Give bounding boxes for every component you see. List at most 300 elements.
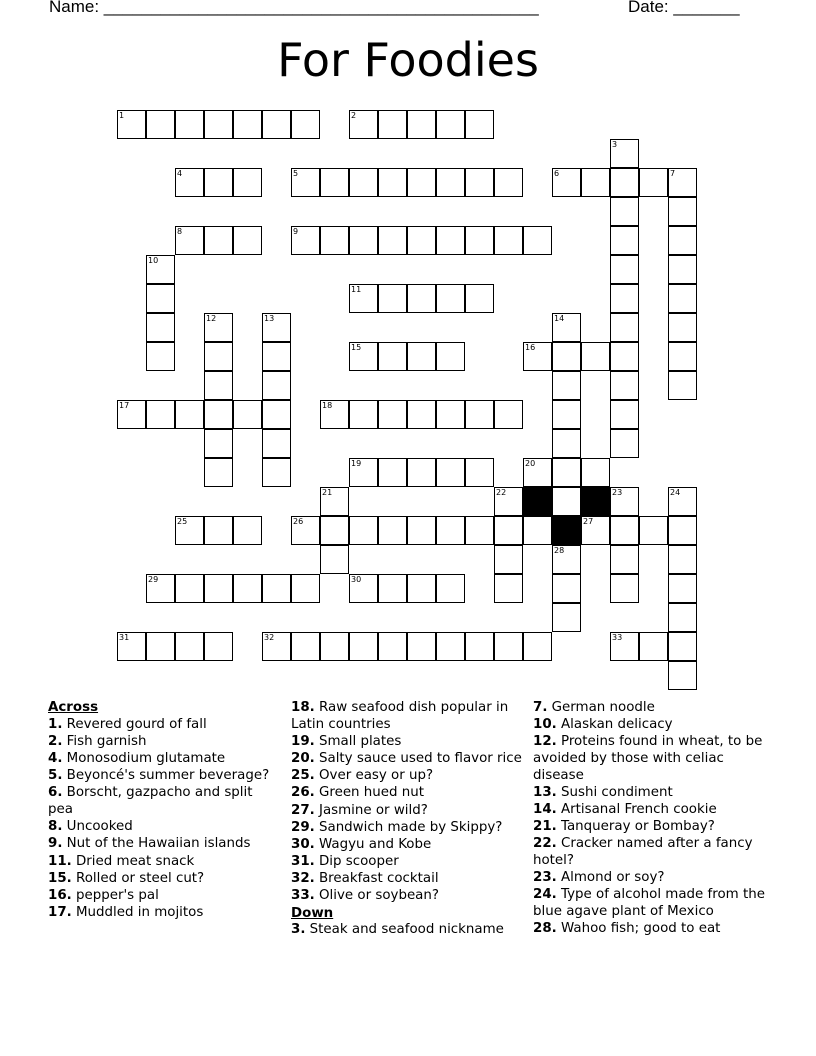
cell-number: 12 xyxy=(206,314,217,323)
grid-cell[interactable] xyxy=(610,168,639,197)
grid-cell[interactable] xyxy=(146,574,175,603)
grid-cell[interactable] xyxy=(610,226,639,255)
across-heading: Across xyxy=(48,700,99,715)
grid-cell[interactable] xyxy=(349,168,378,197)
clue-text: Breakfast cocktail xyxy=(314,871,439,887)
cell-number: 10 xyxy=(148,256,159,265)
grid-cell[interactable] xyxy=(668,516,697,545)
clue-number: 1. xyxy=(48,716,63,732)
grid-cell[interactable] xyxy=(262,110,291,139)
clue-item xyxy=(48,888,278,905)
grid-cell[interactable] xyxy=(262,400,291,429)
clue-text: Sushi condiment xyxy=(556,784,673,800)
grid-cell[interactable] xyxy=(204,516,233,545)
grid-cell[interactable] xyxy=(146,284,175,313)
grid-cell[interactable] xyxy=(552,342,581,371)
grid-cell[interactable] xyxy=(146,255,175,284)
clue-text: Over easy or up? xyxy=(314,768,434,784)
grid-cell[interactable] xyxy=(262,371,291,400)
clue-item xyxy=(48,734,278,751)
grid-cell[interactable] xyxy=(436,284,465,313)
grid-cell[interactable] xyxy=(349,574,378,603)
down-heading: Down xyxy=(291,905,334,921)
grid-cell[interactable] xyxy=(494,574,523,603)
cell-number: 9 xyxy=(293,227,299,236)
grid-cell[interactable] xyxy=(378,400,407,429)
down-clue-list xyxy=(291,922,523,939)
across-clue-list-continued xyxy=(291,700,523,905)
grid-cell[interactable] xyxy=(407,458,436,487)
grid-cell[interactable] xyxy=(494,168,523,197)
grid-cell[interactable] xyxy=(581,516,610,545)
grid-cell[interactable] xyxy=(523,226,552,255)
clue-number: 20. xyxy=(291,750,315,766)
clue-item xyxy=(48,819,278,836)
grid-cell[interactable] xyxy=(610,342,639,371)
clue-text: Alaskan delicacy xyxy=(556,717,673,733)
grid-cell[interactable] xyxy=(349,632,378,661)
cell-number: 3 xyxy=(612,140,618,149)
clue-item xyxy=(291,888,523,905)
grid-cell[interactable] xyxy=(668,487,697,516)
grid-cell[interactable] xyxy=(204,226,233,255)
clue-number: 29. xyxy=(291,819,315,835)
cell-number: 4 xyxy=(177,169,183,178)
clue-item xyxy=(291,734,523,751)
grid-cell[interactable] xyxy=(552,487,581,516)
grid-cell[interactable] xyxy=(552,458,581,487)
page-title: For Foodies xyxy=(277,33,539,87)
grid-cell[interactable] xyxy=(204,400,233,429)
grid-cell[interactable] xyxy=(291,226,320,255)
grid-cell[interactable] xyxy=(610,400,639,429)
cell-number: 5 xyxy=(293,169,299,178)
cell-number: 32 xyxy=(264,633,275,642)
grid-cell[interactable] xyxy=(320,487,349,516)
clue-number: 3. xyxy=(291,922,306,938)
clue-text: Dried meat snack xyxy=(71,853,195,869)
clue-text: Cracker named after a fancy hotel? xyxy=(533,836,753,868)
grid-cell[interactable] xyxy=(610,139,639,168)
grid-cell[interactable] xyxy=(349,226,378,255)
grid-cell[interactable] xyxy=(262,342,291,371)
grid-cell[interactable] xyxy=(668,603,697,632)
grid-cell[interactable] xyxy=(668,313,697,342)
clue-item xyxy=(48,836,278,853)
grid-cell[interactable] xyxy=(233,400,262,429)
grid-cell[interactable] xyxy=(465,516,494,545)
clue-text: Fish garnish xyxy=(62,733,147,749)
clue-text: German noodle xyxy=(547,700,655,715)
clue-text: Green hued nut xyxy=(314,785,424,801)
grid-cell[interactable] xyxy=(668,545,697,574)
grid-cell[interactable] xyxy=(639,632,668,661)
grid-cell[interactable] xyxy=(610,371,639,400)
clue-number: 13. xyxy=(533,784,557,800)
grid-cell[interactable] xyxy=(436,458,465,487)
grid-cell[interactable] xyxy=(291,574,320,603)
cell-number: 13 xyxy=(264,314,275,323)
clue-item xyxy=(48,905,278,922)
grid-cell[interactable] xyxy=(320,168,349,197)
clue-number: 4. xyxy=(48,750,63,766)
cell-number: 6 xyxy=(554,169,560,178)
grid-cell[interactable] xyxy=(146,313,175,342)
grid-cell[interactable] xyxy=(146,110,175,139)
grid-cell[interactable] xyxy=(262,458,291,487)
clue-item xyxy=(291,803,523,820)
clue-number: 32. xyxy=(291,871,315,887)
clue-item xyxy=(533,836,773,869)
grid-cell[interactable] xyxy=(378,458,407,487)
grid-cell[interactable] xyxy=(175,632,204,661)
clue-number: 6. xyxy=(48,785,63,801)
grid-cell[interactable] xyxy=(494,632,523,661)
clue-item xyxy=(533,734,773,784)
grid-cell[interactable] xyxy=(146,632,175,661)
grid-cell[interactable] xyxy=(204,110,233,139)
clue-text: Tanqueray or Bombay? xyxy=(556,819,715,835)
clue-number: 21. xyxy=(533,819,557,835)
grid-cell[interactable] xyxy=(175,110,204,139)
grid-cell[interactable] xyxy=(407,632,436,661)
clue-number: 27. xyxy=(291,802,315,818)
clue-item xyxy=(48,768,278,785)
cell-number: 28 xyxy=(554,546,565,555)
clue-item xyxy=(533,887,773,920)
grid-cell[interactable] xyxy=(262,574,291,603)
grid-cell[interactable] xyxy=(175,226,204,255)
grid-cell[interactable] xyxy=(117,632,146,661)
grid-cell[interactable] xyxy=(378,632,407,661)
date-field[interactable]: Date: _______ xyxy=(628,0,740,16)
grid-cell[interactable] xyxy=(204,168,233,197)
grid-cell[interactable] xyxy=(204,371,233,400)
grid-cell[interactable] xyxy=(291,632,320,661)
grid-cell[interactable] xyxy=(436,226,465,255)
grid-cell[interactable] xyxy=(175,516,204,545)
grid-cell[interactable] xyxy=(494,487,523,516)
grid-cell[interactable] xyxy=(610,255,639,284)
clue-item xyxy=(291,700,523,733)
cell-number: 1 xyxy=(119,111,125,120)
name-field[interactable]: Name: ______________________________________________ xyxy=(49,0,539,16)
cell-number: 2 xyxy=(351,111,357,120)
grid-cell[interactable] xyxy=(668,574,697,603)
grid-cell[interactable] xyxy=(668,342,697,371)
black-square xyxy=(581,487,610,516)
cell-number: 8 xyxy=(177,227,183,236)
clue-text: Proteins found in wheat, to be avoided by those with celiac disease xyxy=(533,734,763,783)
clue-text: Monosodium glutamate xyxy=(62,750,226,766)
clue-text: Salty sauce used to flavor rice xyxy=(314,750,522,766)
clue-item xyxy=(291,837,523,854)
clue-item xyxy=(291,768,523,785)
cell-number: 27 xyxy=(583,517,594,526)
grid-cell[interactable] xyxy=(349,110,378,139)
grid-cell[interactable] xyxy=(581,458,610,487)
grid-cell[interactable] xyxy=(668,255,697,284)
clue-text: Dip scooper xyxy=(314,854,399,870)
cell-number: 14 xyxy=(554,314,565,323)
grid-cell[interactable] xyxy=(465,458,494,487)
clue-number: 19. xyxy=(291,733,315,749)
clue-item xyxy=(291,854,523,871)
cell-number: 15 xyxy=(351,343,362,352)
clue-number: 12. xyxy=(533,734,557,750)
clue-text: Wagyu and Kobe xyxy=(314,836,432,852)
clue-number: 17. xyxy=(48,905,72,921)
grid-cell[interactable] xyxy=(233,110,262,139)
grid-cell[interactable] xyxy=(494,545,523,574)
cell-number: 33 xyxy=(612,633,623,642)
grid-cell[interactable] xyxy=(465,284,494,313)
clue-text: Olive or soybean? xyxy=(314,888,439,904)
grid-cell[interactable] xyxy=(610,574,639,603)
grid-cell[interactable] xyxy=(291,110,320,139)
grid-cell[interactable] xyxy=(465,168,494,197)
grid-cell[interactable] xyxy=(262,632,291,661)
grid-cell[interactable] xyxy=(175,574,204,603)
grid-cell[interactable] xyxy=(436,168,465,197)
cell-number: 30 xyxy=(351,575,362,584)
clue-text: pepper's pal xyxy=(71,887,159,903)
grid-cell[interactable] xyxy=(378,342,407,371)
clue-text: Jasmine or wild? xyxy=(314,802,428,818)
grid-cell[interactable] xyxy=(436,400,465,429)
grid-cell[interactable] xyxy=(117,110,146,139)
clue-item xyxy=(533,785,773,802)
clue-number: 31. xyxy=(291,854,315,870)
grid-cell[interactable] xyxy=(436,574,465,603)
grid-cell[interactable] xyxy=(320,545,349,574)
grid-cell[interactable] xyxy=(407,110,436,139)
grid-cell[interactable] xyxy=(407,168,436,197)
grid-cell[interactable] xyxy=(668,632,697,661)
clue-text: Wahoo fish; good to eat xyxy=(556,921,721,937)
grid-cell[interactable] xyxy=(552,574,581,603)
black-square xyxy=(523,487,552,516)
clue-number: 33. xyxy=(291,888,315,904)
grid-cell[interactable] xyxy=(668,197,697,226)
clue-number: 9. xyxy=(48,836,63,852)
grid-cell[interactable] xyxy=(378,516,407,545)
grid-cell[interactable] xyxy=(204,313,233,342)
clue-number: 2. xyxy=(48,733,63,749)
grid-cell[interactable] xyxy=(523,342,552,371)
clue-text: Beyoncé's summer beverage? xyxy=(62,768,270,784)
clue-column-1 xyxy=(48,700,278,922)
cell-number: 7 xyxy=(670,169,676,178)
grid-cell[interactable] xyxy=(378,226,407,255)
clue-item xyxy=(533,921,773,938)
clue-number: 7. xyxy=(533,700,548,715)
grid-cell[interactable] xyxy=(552,313,581,342)
clue-text: Artisanal French cookie xyxy=(556,801,717,817)
grid-cell[interactable] xyxy=(436,632,465,661)
clue-text: Rolled or steel cut? xyxy=(71,870,205,886)
clue-number: 5. xyxy=(48,768,63,784)
cell-number: 26 xyxy=(293,517,304,526)
grid-cell[interactable] xyxy=(523,458,552,487)
grid-cell[interactable] xyxy=(233,516,262,545)
grid-cell[interactable] xyxy=(639,516,668,545)
cell-number: 19 xyxy=(351,459,362,468)
grid-cell[interactable] xyxy=(610,632,639,661)
grid-cell[interactable] xyxy=(668,284,697,313)
clue-column-2 xyxy=(291,700,523,939)
grid-cell[interactable] xyxy=(262,313,291,342)
grid-cell[interactable] xyxy=(117,400,146,429)
grid-cell[interactable] xyxy=(610,197,639,226)
grid-cell[interactable] xyxy=(465,226,494,255)
across-clue-list xyxy=(48,717,278,922)
grid-cell[interactable] xyxy=(349,342,378,371)
cell-number: 21 xyxy=(322,488,333,497)
grid-cell[interactable] xyxy=(349,516,378,545)
grid-cell[interactable] xyxy=(407,342,436,371)
clue-number: 18. xyxy=(291,700,315,715)
grid-cell[interactable] xyxy=(610,429,639,458)
grid-cell[interactable] xyxy=(581,342,610,371)
grid-cell[interactable] xyxy=(378,168,407,197)
grid-cell[interactable] xyxy=(436,342,465,371)
cell-number: 11 xyxy=(351,285,362,294)
cell-number: 24 xyxy=(670,488,681,497)
cell-number: 31 xyxy=(119,633,130,642)
grid-cell[interactable] xyxy=(320,400,349,429)
grid-cell[interactable] xyxy=(581,168,610,197)
clue-item xyxy=(291,871,523,888)
grid-cell[interactable] xyxy=(523,516,552,545)
clue-item xyxy=(291,820,523,837)
clue-number: 11. xyxy=(48,853,72,869)
grid-cell[interactable] xyxy=(407,226,436,255)
grid-cell[interactable] xyxy=(262,429,291,458)
grid-cell[interactable] xyxy=(175,400,204,429)
grid-cell[interactable] xyxy=(552,168,581,197)
grid-cell[interactable] xyxy=(668,371,697,400)
clue-item xyxy=(48,717,278,734)
grid-cell[interactable] xyxy=(436,516,465,545)
grid-cell[interactable] xyxy=(378,574,407,603)
grid-cell[interactable] xyxy=(465,400,494,429)
grid-cell[interactable] xyxy=(668,226,697,255)
clue-text: Nut of the Hawaiian islands xyxy=(62,836,251,852)
clue-number: 8. xyxy=(48,819,63,835)
clue-text: Muddled in mojitos xyxy=(71,905,204,921)
grid-cell[interactable] xyxy=(668,168,697,197)
grid-cell[interactable] xyxy=(407,400,436,429)
clue-item xyxy=(291,785,523,802)
grid-cell[interactable] xyxy=(552,545,581,574)
grid-cell[interactable] xyxy=(610,284,639,313)
grid-cell[interactable] xyxy=(552,603,581,632)
clue-text: Raw seafood dish popular in Latin countries xyxy=(291,700,509,732)
grid-cell[interactable] xyxy=(494,516,523,545)
grid-cell[interactable] xyxy=(668,661,697,690)
grid-cell[interactable] xyxy=(494,400,523,429)
grid-cell[interactable] xyxy=(378,284,407,313)
grid-cell[interactable] xyxy=(465,110,494,139)
grid-cell[interactable] xyxy=(436,110,465,139)
clue-item xyxy=(533,802,773,819)
clue-column-3 xyxy=(533,700,773,938)
grid-cell[interactable] xyxy=(233,574,262,603)
clue-text: Type of alcohol made from the blue agave plant of Mexico xyxy=(533,887,765,919)
grid-cell[interactable] xyxy=(610,487,639,516)
grid-cell[interactable] xyxy=(291,516,320,545)
grid-cell[interactable] xyxy=(610,516,639,545)
grid-cell[interactable] xyxy=(523,632,552,661)
grid-cell[interactable] xyxy=(407,284,436,313)
grid-cell[interactable] xyxy=(204,632,233,661)
grid-cell[interactable] xyxy=(175,168,204,197)
grid-cell[interactable] xyxy=(291,168,320,197)
clue-text: Almond or soy? xyxy=(556,870,665,886)
clue-number: 16. xyxy=(48,887,72,903)
grid-cell[interactable] xyxy=(349,458,378,487)
grid-cell[interactable] xyxy=(204,342,233,371)
clue-item xyxy=(48,785,278,818)
clue-item xyxy=(533,819,773,836)
clue-item xyxy=(533,717,773,734)
grid-cell[interactable] xyxy=(204,458,233,487)
clue-number: 15. xyxy=(48,870,72,886)
cell-number: 16 xyxy=(525,343,536,352)
grid-cell[interactable] xyxy=(146,400,175,429)
cell-number: 18 xyxy=(322,401,333,410)
grid-cell[interactable] xyxy=(320,516,349,545)
grid-cell[interactable] xyxy=(407,574,436,603)
clue-text: Small plates xyxy=(314,733,402,749)
clue-number: 30. xyxy=(291,836,315,852)
cell-number: 23 xyxy=(612,488,623,497)
grid-cell[interactable] xyxy=(552,400,581,429)
grid-cell[interactable] xyxy=(146,342,175,371)
clue-item xyxy=(48,751,278,768)
grid-cell[interactable] xyxy=(320,226,349,255)
clue-text: Steak and seafood nickname xyxy=(305,922,504,938)
grid-cell[interactable] xyxy=(320,632,349,661)
grid-cell[interactable] xyxy=(494,226,523,255)
clue-item xyxy=(533,870,773,887)
grid-cell[interactable] xyxy=(204,429,233,458)
clue-text: Sandwich made by Skippy? xyxy=(314,819,503,835)
grid-cell[interactable] xyxy=(204,574,233,603)
clue-text: Borscht, gazpacho and split pea xyxy=(48,785,253,817)
grid-cell[interactable] xyxy=(233,226,262,255)
clue-number: 14. xyxy=(533,801,557,817)
cell-number: 29 xyxy=(148,575,159,584)
grid-cell[interactable] xyxy=(552,429,581,458)
grid-cell[interactable] xyxy=(465,632,494,661)
cell-number: 25 xyxy=(177,517,188,526)
grid-cell[interactable] xyxy=(349,284,378,313)
grid-cell[interactable] xyxy=(610,545,639,574)
clue-item xyxy=(48,854,278,871)
grid-cell[interactable] xyxy=(407,516,436,545)
black-square xyxy=(552,516,581,545)
grid-cell[interactable] xyxy=(233,168,262,197)
cell-number: 22 xyxy=(496,488,507,497)
grid-cell[interactable] xyxy=(552,371,581,400)
grid-cell[interactable] xyxy=(610,313,639,342)
grid-cell[interactable] xyxy=(639,168,668,197)
clue-number: 10. xyxy=(533,717,557,733)
grid-cell[interactable] xyxy=(378,110,407,139)
grid-cell[interactable] xyxy=(349,400,378,429)
